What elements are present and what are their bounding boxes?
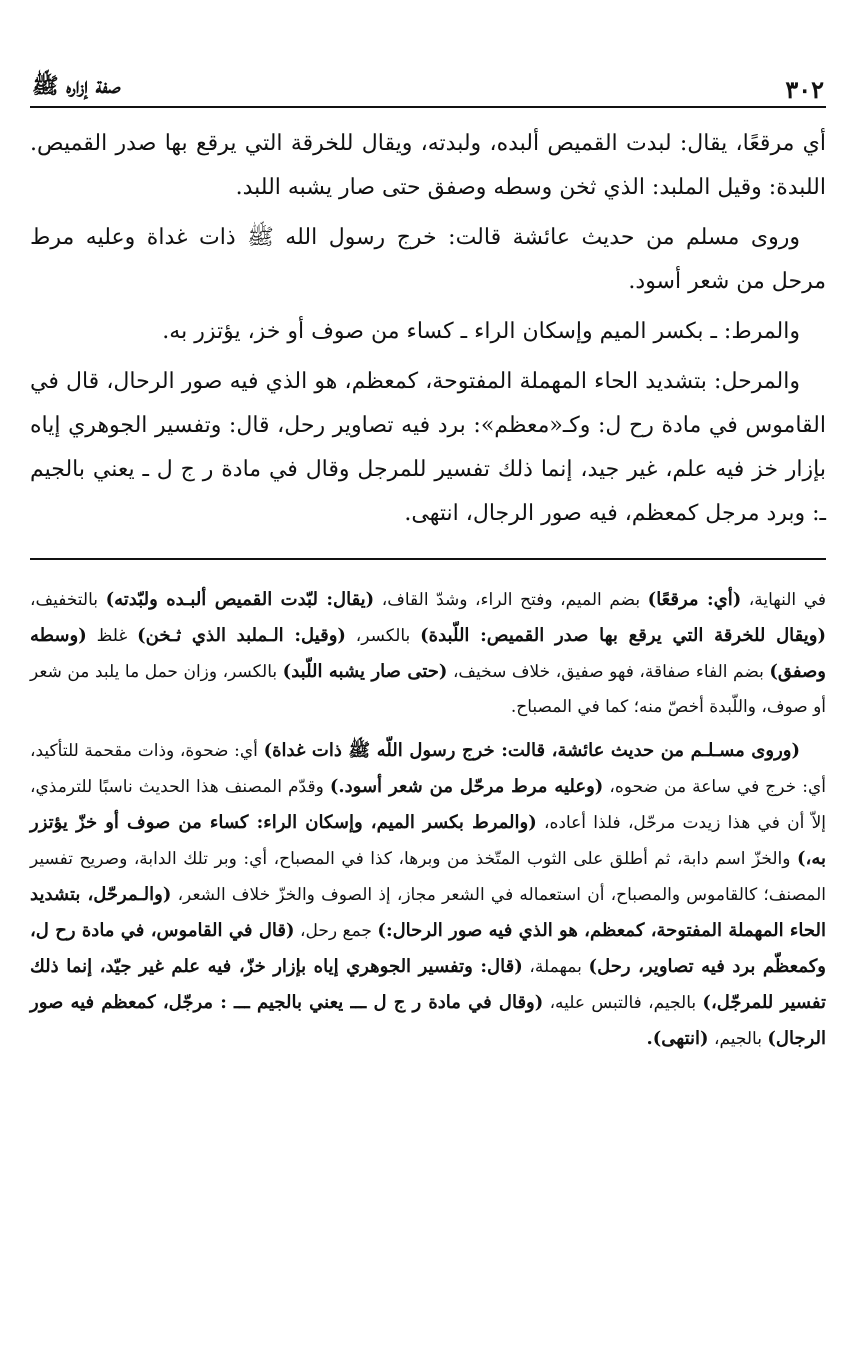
main-paragraph-1: أي مرقعًا، يقال: لبدت القميص ألبده، ولبدته، ويقال للخرقة التي يرقع بها صدر القميص. اللبدة: وقيل الملبد: الذي ثخن وسطه وصفق حتى صار يشبه اللبد. bbox=[30, 131, 826, 200]
quoted-matn-run: (وسطه وصفق) bbox=[30, 625, 826, 682]
quoted-matn-run: (قال في القاموس، في مادة رح ل، وكمعظّم برد فيه تصاوير، رحل) bbox=[30, 920, 826, 977]
commentary-run: بضم الميم، وفتح الراء، وشدّ القاف، bbox=[374, 590, 648, 610]
main-paragraph-3: والمرط: ـ بكسر الميم وإسكان الراء ـ كساء من صوف أو خز، يؤتزر به. bbox=[162, 319, 800, 344]
main-text bbox=[30, 122, 826, 536]
main-paragraph-4: والمرحل: بتشديد الحاء المهملة المفتوحة، كمعظم، هو الذي فيه صور الرحال، قال في القاموس في مادة رح ل: وكـ«معظم»: برد فيه تصاوير رحل، قال: وتفسير الجوهري إياه بإزار خز فيه علم، غير جيد، إنما ذلك تفسير للمرجل وقال في مادة ر ج ل ـ يعني بالجيم ـ: وبرد مرجل كمعظم، فيه صور الرجال، انتهى. bbox=[30, 369, 826, 526]
quoted-matn-run: (وعليه مرط مرحّل من شعر أسود.) bbox=[329, 776, 604, 797]
main-paragraph-2: وروى مسلم من حديث عائشة قالت: خرج رسول الله ﷺ ذات غداة وعليه مرط مرحل من شعر أسود. bbox=[30, 225, 826, 294]
commentary-run: بضم الفاء صفاقة، فهو صفيق، خلاف سخيف، bbox=[447, 662, 770, 682]
quoted-matn-run: (يقال: لبّدت القميص ألبـده ولبّدته) bbox=[105, 589, 375, 610]
commentary-run: وقدّم المصنف هذا الحديث ناسبًا للترمذي، إلاّ أن في هذا زيدت مرحّل، فلذا أعاده، bbox=[30, 777, 826, 833]
page-number: ٣٠٢ bbox=[785, 75, 824, 104]
quoted-matn-run: (والمرط بكسر الميم، وإسكان الراء: كساء من صوف أو خزّ يؤتزر به،) bbox=[30, 812, 826, 869]
quoted-matn-run: (حتى صار يشبه اللّبد) bbox=[282, 661, 448, 682]
commentary-paragraph-1 bbox=[30, 582, 826, 725]
section-divider bbox=[30, 558, 826, 560]
commentary-run: والخزّ اسم دابة، ثم أطلق على الثوب المتّخذ من وبرها، كذا في المصباح، أي: وبر تلك الدابة، وصريح تفسير المصنف؛ كالقاموس والمصباح، أن استعماله في الشعر مجاز، إذ الصوف والخزّ خلاف الشعر، bbox=[30, 849, 827, 905]
book-page bbox=[30, 60, 826, 1065]
quoted-matn-run: (أي: مرقعًا) bbox=[647, 589, 742, 610]
quoted-matn-run: (والـمرحّل، بتشديد الحاء المهملة المفتوحة، كمعظم، هو الذي فيه صور الرحال:) bbox=[30, 884, 826, 941]
quoted-matn-run: (وقيل: الـملبد الذي ثـخن) bbox=[137, 625, 346, 646]
quoted-matn-run: (ويقال للخرقة التي يرقع بها صدر القميص: اللّبدة) bbox=[420, 625, 826, 646]
commentary-run: أي: ضحوة، وذات مقحمة للتأكيد، أي: خرج في ساعة من ضحوه، bbox=[30, 741, 826, 797]
quoted-matn-run: (انتهى). bbox=[646, 1028, 709, 1049]
page-header bbox=[30, 60, 826, 108]
commentary-run: بمهملة، bbox=[522, 957, 589, 977]
commentary-run: في النهاية، bbox=[741, 590, 827, 610]
quoted-matn-run: (قال: وتفسير الجوهري إياه بإزار خزّ، فيه علم غير جيّد، إنما ذلك تفسير للمرجّل،) bbox=[30, 956, 826, 1013]
page-title: صفة إزاره ﷺ bbox=[32, 73, 121, 99]
commentary bbox=[30, 582, 826, 1057]
commentary-run: جمع رحل، bbox=[294, 921, 378, 941]
commentary-run: بالكسر، bbox=[345, 626, 421, 646]
quoted-matn-run: (وروى مسـلـم من حديث عائشة، قالت: خرج رسول اللّه ﷺ ذات غداة) bbox=[263, 740, 800, 761]
commentary-run: بالتخفيف، bbox=[30, 590, 106, 610]
commentary-run: بالكسر، وزان حمل ما يلبد من شعر أو صوف، واللّبدة أخصّ منه؛ كما في المصباح. bbox=[30, 662, 826, 717]
commentary-paragraph-2 bbox=[30, 733, 826, 1057]
commentary-run: بالجيم، bbox=[708, 1029, 768, 1049]
quoted-matn-run: (وقال في مادة ر ج ل ـــ يعني بالجيم ـــ : مرجّل، كمعظم فيه صور الرجال) bbox=[30, 992, 826, 1049]
commentary-run: غلظ bbox=[86, 626, 138, 646]
commentary-run: بالجيم، فالتبس عليه، bbox=[543, 993, 703, 1013]
